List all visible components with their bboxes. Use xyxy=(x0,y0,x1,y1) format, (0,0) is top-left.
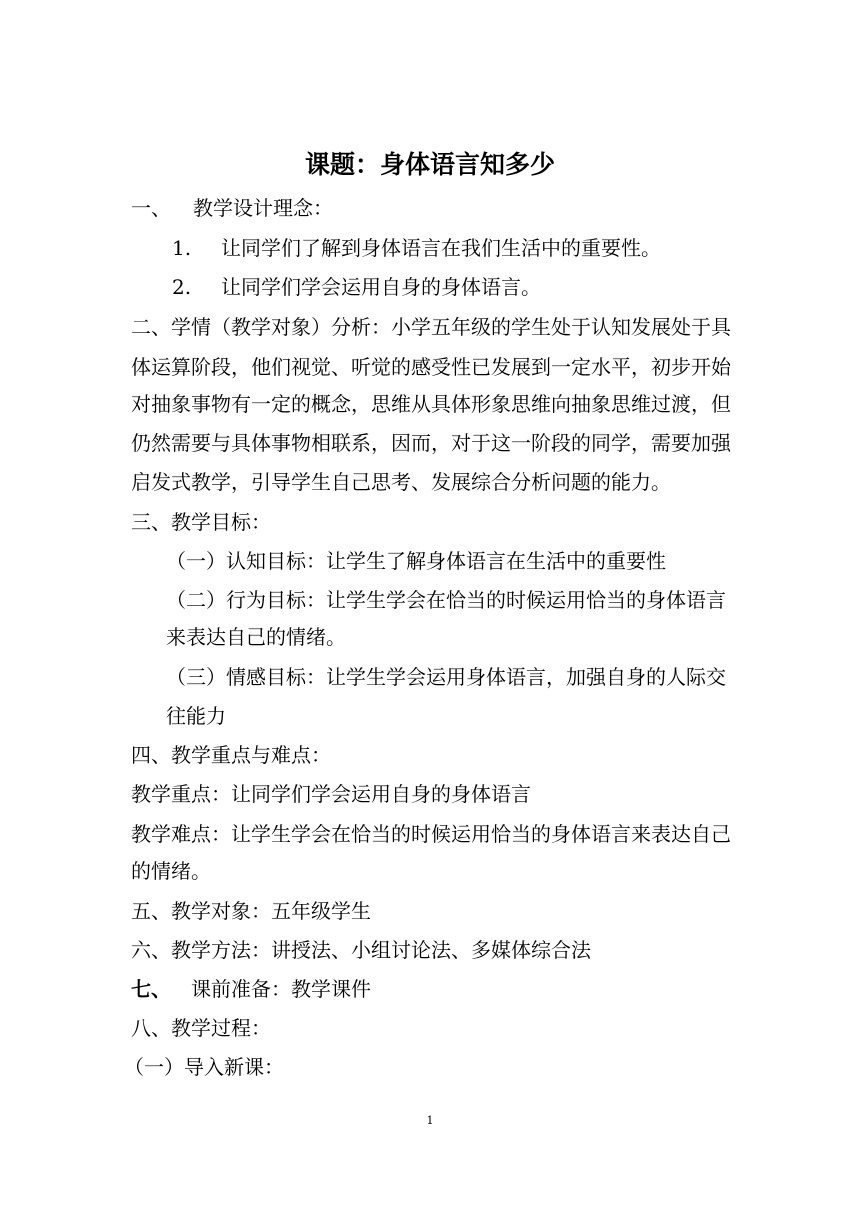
item-text: 让同学们了解到身体语言在我们生活中的重要性。 xyxy=(221,236,661,260)
section-2-line: 体运算阶段，他们视觉、听觉的感受性已发展到一定水平，初步开始 xyxy=(131,355,731,379)
section-4-heading: 四、教学重点与难点： xyxy=(131,743,331,767)
item-number: 2. xyxy=(172,275,192,299)
section-8-subheading: （一）导入新课： xyxy=(124,1055,284,1079)
section-7-marker: 七、 xyxy=(131,977,171,1001)
section-1-item-2 xyxy=(172,274,772,300)
section-2-line: 对抽象事物有一定的概念，思维从具体形象思维向抽象思维过渡，但 xyxy=(131,392,731,416)
section-3-item: （二）行为目标：让学生学会在恰当的时候运用恰当的身体语言 xyxy=(166,588,726,612)
section-4-line: 教学重点：让同学们学会运用自身的身体语言 xyxy=(131,782,531,806)
section-1-label: 教学设计理念： xyxy=(193,196,333,220)
item-text: 让同学们学会运用自身的身体语言。 xyxy=(221,275,541,299)
section-3-heading: 三、教学目标： xyxy=(131,510,271,534)
section-3-item: （一）认知目标：让学生了解身体语言在生活中的重要性 xyxy=(166,549,666,573)
section-5-heading: 五、教学对象：五年级学生 xyxy=(131,899,371,923)
section-7-label: 课前准备：教学课件 xyxy=(191,977,371,1001)
section-7-heading xyxy=(131,976,731,1002)
section-1-marker: 一、 xyxy=(131,196,171,220)
section-6-heading: 六、教学方法：讲授法、小组讨论法、多媒体综合法 xyxy=(131,938,591,962)
item-number: 1. xyxy=(172,236,192,260)
section-1-item-1 xyxy=(172,235,772,261)
section-2-line: 启发式教学，引导学生自己思考、发展综合分析问题的能力。 xyxy=(131,470,671,494)
section-2-line: 仍然需要与具体事物相联系，因而，对于这一阶段的同学，需要加强 xyxy=(131,431,731,455)
section-8-heading: 八、教学过程： xyxy=(131,1016,271,1040)
section-4-line: 教学难点：让学生学会在恰当的时候运用恰当的身体语言来表达自己 xyxy=(131,822,731,846)
section-3-item: （三）情感目标：让学生学会运用身体语言，加强自身的人际交 xyxy=(166,665,726,689)
section-4-line: 的情绪。 xyxy=(131,859,211,883)
section-3-item: 往能力 xyxy=(166,704,226,728)
section-2-line: 二、学情（教学对象）分析：小学五年级的学生处于认知发展处于具 xyxy=(131,315,731,339)
page-number: 1 xyxy=(426,1114,434,1127)
section-3-item: 来表达自己的情绪。 xyxy=(166,625,346,649)
document-title: 课题：身体语言知多少 xyxy=(304,150,555,179)
section-1-heading xyxy=(131,195,731,221)
